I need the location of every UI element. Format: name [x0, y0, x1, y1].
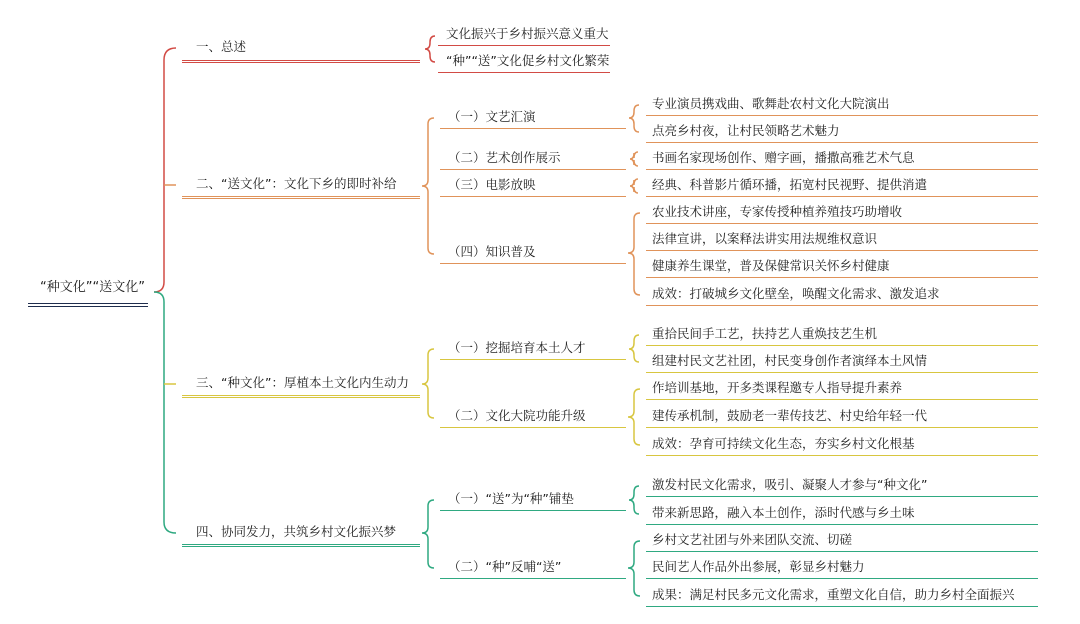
s3-bracket: [422, 349, 434, 418]
s3-sub-1-underline: [440, 359, 626, 360]
s2-sub-3-bracket: [630, 179, 638, 193]
s3-sub-2-item-3-underline: [646, 455, 1038, 456]
s1-item-2-underline: [438, 72, 610, 73]
s3-sub-1-item-1[interactable]: 重拾民间手工艺，扶持艺人重焕技艺生机: [652, 326, 878, 341]
root-underline: [28, 303, 148, 307]
s3-sub-1-item-1-underline: [646, 345, 1038, 346]
s2-sub-2-item-1-underline: [646, 169, 1038, 170]
s2-sub-4-item-4-underline: [646, 305, 1038, 306]
s2-sub-1-item-1[interactable]: 专业演员携戏曲、歌舞赴农村文化大院演出: [652, 96, 890, 111]
s2-sub-2-underline: [440, 169, 626, 170]
s4-sub-1-item-1-underline: [646, 496, 1038, 497]
s1-item-1[interactable]: 文化振兴于乡村振兴意义重大: [446, 26, 609, 41]
s2-sub-2-item-1[interactable]: 书画名家现场创作、赠字画，播撒高雅艺术气息: [652, 150, 915, 165]
s3-title-underline: [182, 395, 420, 398]
s4-sub-2[interactable]: （二）“种”反哺“送”: [448, 559, 562, 574]
s2-sub-4-item-1[interactable]: 农业技术讲座，专家传授种植养殖技巧助增收: [652, 204, 903, 219]
s3-title[interactable]: 三、“种文化”：厚植本土文化内生动力: [196, 375, 409, 390]
s2-sub-1-item-1-underline: [646, 115, 1038, 116]
s4-sub-1-underline: [440, 510, 626, 511]
s2-sub-3[interactable]: （三）电影放映: [448, 177, 536, 192]
s3-sub-2-item-3[interactable]: 成效：孕育可持续文化生态，夯实乡村文化根基: [652, 436, 915, 451]
s3-sub-1-item-2-underline: [646, 372, 1038, 373]
s2-sub-4-item-4[interactable]: 成效：打破城乡文化壁垒，唤醒文化需求、激发追求: [652, 286, 940, 301]
root-bracket-s4: [154, 292, 176, 533]
s3-sub-1-item-2[interactable]: 组建村民文艺社团，村民变身创作者演绎本土风情: [652, 353, 928, 368]
s4-sub-2-underline: [440, 578, 626, 579]
s2-title-underline: [182, 196, 420, 199]
s2-sub-1-item-2[interactable]: 点亮乡村夜，让村民领略艺术魅力: [652, 123, 840, 138]
s2-sub-1[interactable]: （一）文艺汇演: [448, 109, 536, 124]
root-node[interactable]: “种文化”“送文化”: [40, 280, 145, 295]
s3-sub-2-item-1-underline: [646, 399, 1038, 400]
s2-sub-4-item-1-underline: [646, 223, 1038, 224]
s4-sub-2-item-1[interactable]: 乡村文艺社团与外来团队交流、切磋: [652, 532, 853, 547]
root-bracket-s1: [154, 48, 176, 292]
s2-sub-1-bracket: [629, 105, 639, 132]
s2-sub-3-item-1[interactable]: 经典、科普影片循环播，拓宽村民视野、提供消遣: [652, 177, 928, 192]
s3-sub-2-item-2[interactable]: 建传承机制，鼓励老一辈传技艺、村史给年轻一代: [652, 408, 928, 423]
s3-sub-2-underline: [440, 427, 626, 428]
s2-title[interactable]: 二、“送文化”：文化下乡的即时补给: [196, 176, 397, 191]
s4-sub-1-item-2-underline: [646, 524, 1038, 525]
s2-sub-4-underline: [440, 263, 626, 264]
s1-title-underline: [182, 60, 420, 63]
s4-bracket: [422, 500, 434, 568]
s2-sub-2[interactable]: （二）艺术创作展示: [448, 150, 561, 165]
s2-sub-4-bracket: [628, 213, 640, 295]
s2-sub-3-underline: [440, 196, 626, 197]
s4-sub-1-item-1[interactable]: 激发村民文化需求，吸引、凝聚人才参与“种文化”: [652, 477, 928, 492]
s1-item-2[interactable]: “种”“送”文化促乡村文化繁荣: [446, 53, 610, 68]
s4-sub-2-bracket: [628, 541, 640, 596]
s3-sub-2-item-2-underline: [646, 427, 1038, 428]
s1-bracket: [425, 36, 435, 62]
s2-sub-1-underline: [440, 128, 626, 129]
s2-sub-4-item-3-underline: [646, 277, 1038, 278]
s4-sub-2-item-3-underline: [646, 606, 1038, 607]
s4-title-underline: [182, 544, 420, 547]
s2-bracket: [422, 118, 434, 254]
s4-sub-2-item-2[interactable]: 民间艺人作品外出参展，彰显乡村魅力: [652, 559, 865, 574]
s4-sub-1[interactable]: （一）“送”为“种”铺垫: [448, 491, 574, 506]
s3-sub-1-bracket: [629, 335, 639, 362]
s4-sub-2-item-1-underline: [646, 551, 1038, 552]
s4-sub-2-item-3[interactable]: 成果：满足村民多元文化需求，重塑文化自信，助力乡村全面振兴: [652, 587, 1015, 602]
s3-sub-2[interactable]: （二）文化大院功能升级: [448, 408, 586, 423]
s1-title[interactable]: 一、总述: [196, 39, 247, 54]
s1-item-1-underline: [438, 45, 610, 46]
s2-sub-4-item-2[interactable]: 法律宣讲，以案释法讲实用法规维权意识: [652, 231, 878, 246]
s4-title[interactable]: 四、协同发力，共筑乡村文化振兴梦: [196, 524, 397, 539]
s2-sub-4-item-3[interactable]: 健康养生课堂，普及保健常识关怀乡村健康: [652, 258, 890, 273]
s3-sub-2-item-1[interactable]: 作培训基地，开多类课程邀专人指导提升素养: [652, 380, 903, 395]
s2-sub-1-item-2-underline: [646, 142, 1038, 143]
s2-sub-4[interactable]: （四）知识普及: [448, 244, 536, 259]
s4-sub-1-bracket: [629, 486, 639, 514]
s2-sub-2-bracket: [630, 152, 638, 166]
s4-sub-1-item-2[interactable]: 带来新思路，融入本土创作，添时代感与乡土味: [652, 505, 915, 520]
s2-sub-4-item-2-underline: [646, 250, 1038, 251]
s3-sub-2-bracket: [628, 389, 640, 445]
s4-sub-2-item-2-underline: [646, 578, 1038, 579]
s3-sub-1[interactable]: （一）挖掘培育本土人才: [448, 340, 586, 355]
s2-sub-3-item-1-underline: [646, 196, 1038, 197]
